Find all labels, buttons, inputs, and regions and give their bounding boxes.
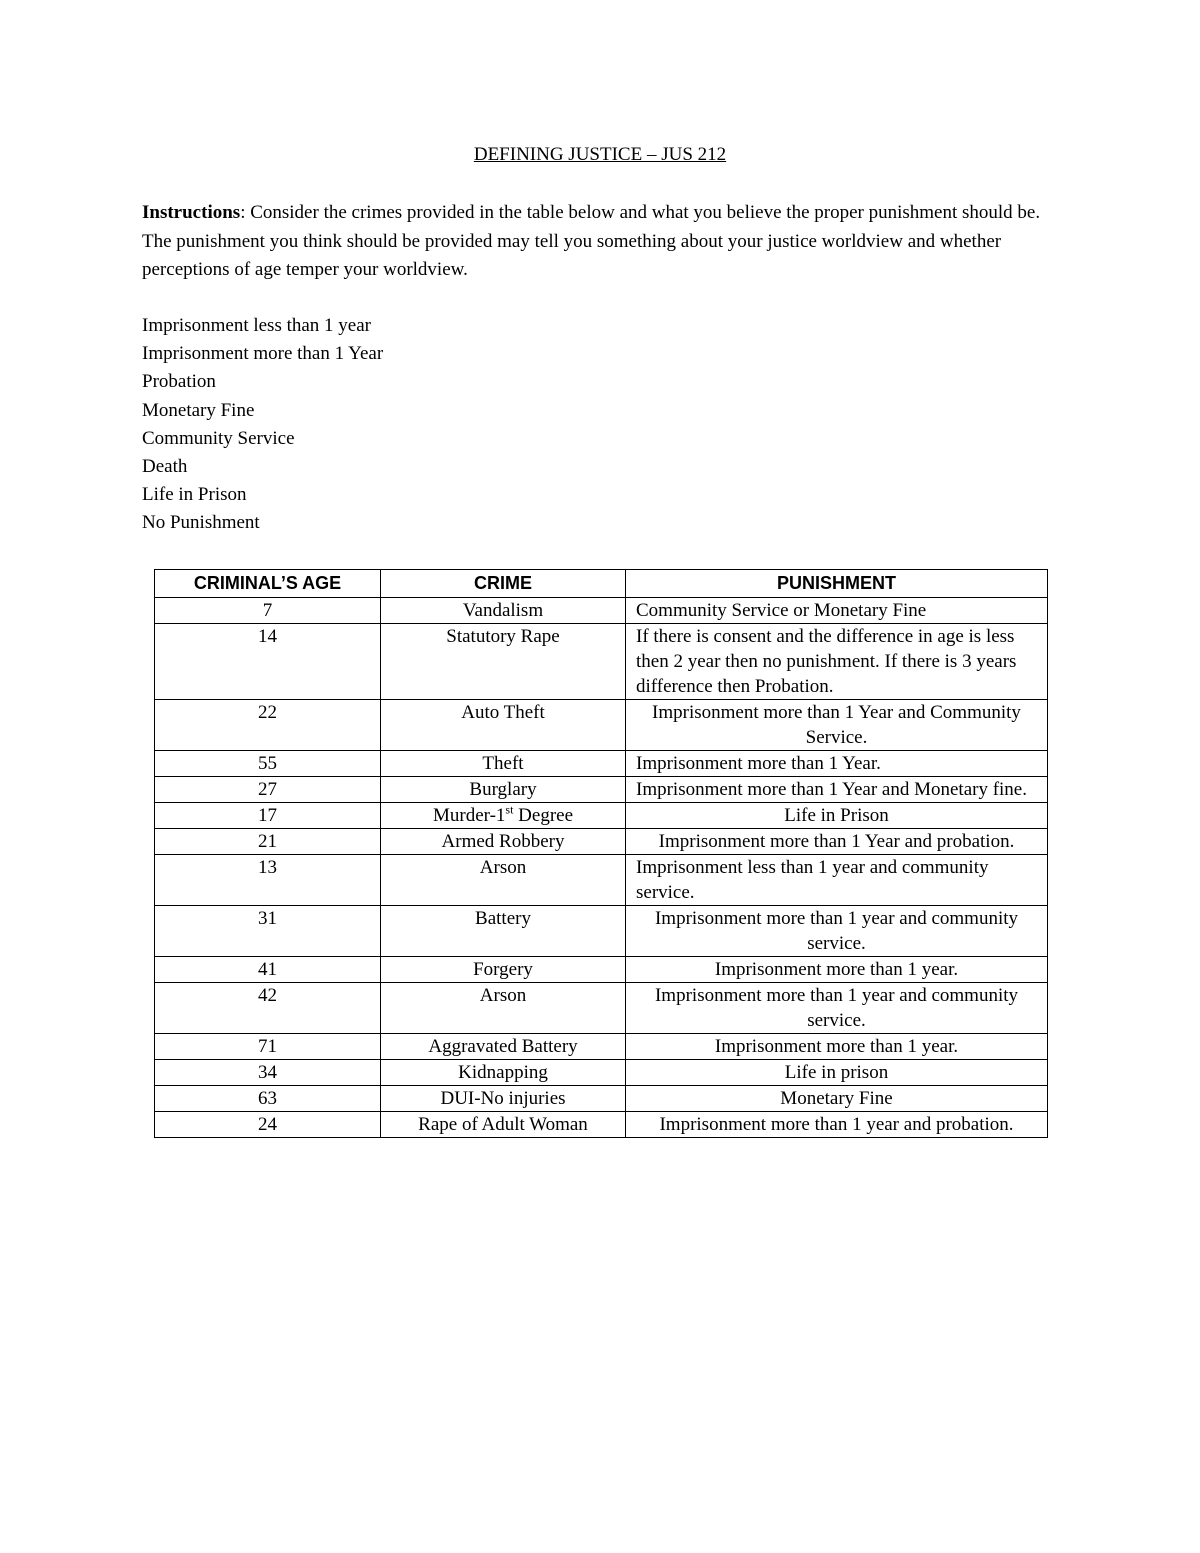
table-row	[155, 1086, 1048, 1112]
cell-crime: Armed Robbery	[381, 829, 626, 855]
option-item: Imprisonment more than 1 Year	[142, 343, 384, 365]
table-row	[155, 1060, 1048, 1086]
cell-crime: Battery	[381, 906, 626, 957]
cell-crime: Vandalism	[381, 598, 626, 624]
table-row	[155, 777, 1048, 803]
table-row	[155, 1112, 1048, 1138]
cell-crime: Kidnapping	[381, 1060, 626, 1086]
instructions-label: Instructions	[142, 202, 241, 223]
header-crime: CRIME	[381, 570, 626, 598]
cell-punishment: Imprisonment more than 1 year and community service.	[626, 983, 1048, 1034]
option-item: Community Service	[142, 427, 295, 449]
cell-punishment: Life in Prison	[626, 803, 1048, 829]
cell-punishment: Monetary Fine	[626, 1086, 1048, 1112]
cell-punishment: Imprisonment more than 1 year and probation.	[626, 1112, 1048, 1138]
header-age: CRIMINAL’S AGE	[155, 570, 381, 598]
cell-age: 14	[155, 624, 381, 700]
option-item: Monetary Fine	[142, 399, 255, 421]
cell-punishment: Imprisonment more than 1 year and community service.	[626, 906, 1048, 957]
cell-punishment: Imprisonment more than 1 Year and Monetary fine.	[626, 777, 1048, 803]
cell-punishment: Imprisonment more than 1 year.	[626, 957, 1048, 983]
cell-age: 7	[155, 598, 381, 624]
cell-age: 27	[155, 777, 381, 803]
cell-age: 34	[155, 1060, 381, 1086]
header-punishment: PUNISHMENT	[626, 570, 1048, 598]
cell-punishment: If there is consent and the difference in age is less then 2 year then no punishment. If there is 3 years difference then Probation.	[626, 624, 1048, 700]
cell-crime	[381, 803, 626, 829]
table-row	[155, 983, 1048, 1034]
option-item: Life in Prison	[142, 484, 247, 506]
table-row	[155, 751, 1048, 777]
cell-age: 42	[155, 983, 381, 1034]
crime-text-suffix: Degree	[513, 805, 574, 826]
option-item: Imprisonment less than 1 year	[142, 315, 372, 336]
document-title: DEFINING JUSTICE – JUS 212	[473, 144, 727, 165]
instructions-paragraph	[142, 199, 1062, 285]
cell-age: 17	[155, 803, 381, 829]
cell-crime: Theft	[381, 751, 626, 777]
cell-age: 13	[155, 855, 381, 906]
table-row	[155, 598, 1048, 624]
cell-punishment: Imprisonment less than 1 year and community service.	[626, 855, 1048, 906]
cell-age: 71	[155, 1034, 381, 1060]
cell-crime: Statutory Rape	[381, 624, 626, 700]
table-row	[155, 624, 1048, 700]
crime-punishment-table	[154, 569, 1048, 1138]
table-row	[155, 803, 1048, 829]
table-row	[155, 906, 1048, 957]
cell-age: 22	[155, 700, 381, 751]
option-item: Death	[142, 456, 188, 478]
cell-crime: Auto Theft	[381, 700, 626, 751]
punishment-options-list	[142, 312, 383, 538]
option-item: No Punishment	[142, 512, 260, 534]
cell-crime: Arson	[381, 983, 626, 1034]
table-header-row	[155, 570, 1048, 598]
option-item: Probation	[142, 371, 216, 393]
cell-punishment: Community Service or Monetary Fine	[626, 598, 1048, 624]
cell-crime: Burglary	[381, 777, 626, 803]
cell-crime: Aggravated Battery	[381, 1034, 626, 1060]
table-body	[155, 598, 1048, 1138]
cell-age: 24	[155, 1112, 381, 1138]
cell-age: 21	[155, 829, 381, 855]
cell-crime: DUI-No injuries	[381, 1086, 626, 1112]
cell-punishment: Imprisonment more than 1 Year.	[626, 751, 1048, 777]
cell-punishment: Imprisonment more than 1 Year and probation.	[626, 829, 1048, 855]
cell-crime: Arson	[381, 855, 626, 906]
cell-punishment: Life in prison	[626, 1060, 1048, 1086]
cell-punishment: Imprisonment more than 1 year.	[626, 1034, 1048, 1060]
table-row	[155, 957, 1048, 983]
table-row	[155, 829, 1048, 855]
cell-age: 63	[155, 1086, 381, 1112]
cell-crime: Rape of Adult Woman	[381, 1112, 626, 1138]
cell-crime: Forgery	[381, 957, 626, 983]
crime-ordinal-suffix: st	[505, 802, 514, 817]
cell-age: 55	[155, 751, 381, 777]
table-row	[155, 855, 1048, 906]
cell-age: 41	[155, 957, 381, 983]
instructions-text: : Consider the crimes provided in the table below and what you believe the proper punishment should be. The punishment you think should be provided may tell you something about your justice worldview and whether perceptions of age temper your worldview.	[142, 202, 1041, 280]
table-row	[155, 1034, 1048, 1060]
crime-text: Murder-1	[432, 805, 506, 826]
table-row	[155, 700, 1048, 751]
cell-punishment: Imprisonment more than 1 Year and Community Service.	[626, 700, 1048, 751]
cell-age: 31	[155, 906, 381, 957]
